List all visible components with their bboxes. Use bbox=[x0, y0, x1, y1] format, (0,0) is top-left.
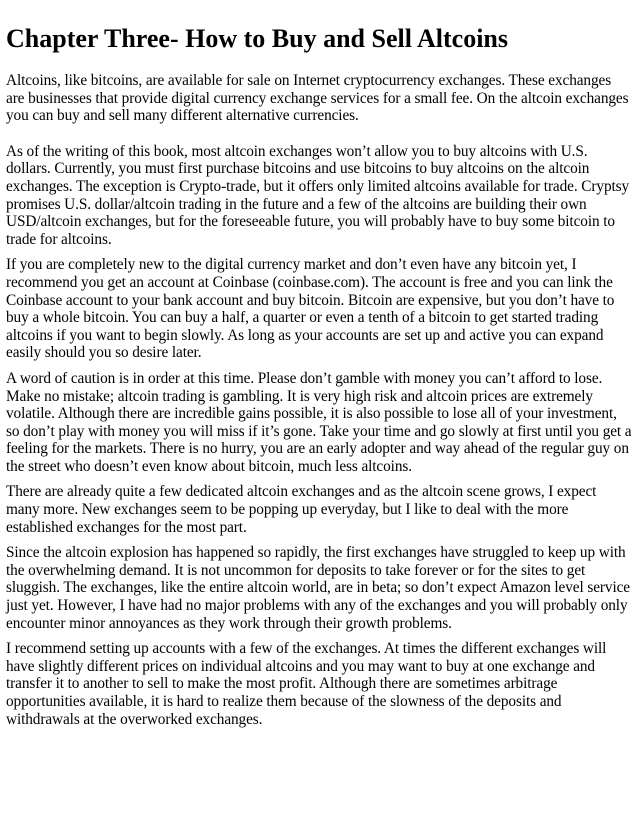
paragraph-recommend-accounts: I recommend setting up accounts with a few of the exchanges. At times the different exchanges will have slightly different prices on individual altcoins and you may want to buy at one exchange and transfer it to another to sell to make the most profit. Although there are sometimes arbitrage opportunities available, it is hard to realize them because of the slowness of the deposits and withdrawals at the overworked exchanges. bbox=[6, 640, 607, 728]
paragraph-exchanges-growth: There are already quite a few dedicated altcoin exchanges and as the altcoin scene grows, I expect many more. New exchanges seem to be popping up everyday, but I like to deal with the more established exchanges for the most part. bbox=[6, 483, 597, 536]
paragraph-coinbase: If you are completely new to the digital currency market and don’t even have any bitcoin yet, I recommend you get an account at Coinbase (coinbase.com). The account is free and you can link the Coinbase account to your bank account and buy bitcoin. Bitcoin are expensive, but you don’t have to buy a whole bitcoin. You can buy a half, a quarter or even a tenth of a bitcoin to get started trading altcoins if you want to begin slowly. As long as your accounts are set up and active you can expand easily should you so desire later. bbox=[6, 256, 615, 362]
chapter-title: Chapter Three- How to Buy and Sell Altcoins bbox=[6, 24, 508, 53]
paragraph-usd-trading: As of the writing of this book, most altcoin exchanges won’t allow you to buy altcoins with U.S. dollars. Currently, you must first purchase bitcoins and use bitcoins to buy altcoins on the altcoin exchanges. The exception is Crypto-trade, but it offers only limited altcoins available for trade. Cryptsy promises U.S. dollar/altcoin trading in the future and a few of the altcoins are building their own USD/altcoin exchanges, but for the foreseeable future, you will probably have to buy some bitcoin to trade for altcoins. bbox=[6, 142, 630, 248]
paragraph-explosion: Since the altcoin explosion has happened so rapidly, the first exchanges have struggled to keep up with the overwhelming demand. It is not uncommon for deposits to take forever or for the sites to get sluggish. The exchanges, like the entire altcoin world, are in beta; so don’t expect Amazon level service just yet. However, I have had no major problems with any of the exchanges and you will probably only encounter minor annoyances as they work through their growth problems. bbox=[6, 544, 630, 632]
paragraph-caution: A word of caution is in order at this time. Please don’t gamble with money you can’t afford to lose. Make no mistake; altcoin trading is gambling. It is very high risk and altcoin prices are extremely volatile. Although there are incredible gains possible, it is also possible to lose all of your investment, so don’t play with money you will miss if it’s gone. Take your time and go slowly at first until you get a feeling for the markets. There is no hurry, you are an early adopter and way ahead of the regular guy on the street who doesn’t even know about bitcoin, much less altcoins. bbox=[6, 369, 632, 475]
document-page bbox=[6, 24, 632, 736]
paragraph-intro: Altcoins, like bitcoins, are available for sale on Internet cryptocurrency exchanges. These exchanges are businesses that provide digital currency exchange services for a small fee. On the altcoin exchanges you can buy and sell many different alternative currencies. bbox=[6, 72, 629, 125]
